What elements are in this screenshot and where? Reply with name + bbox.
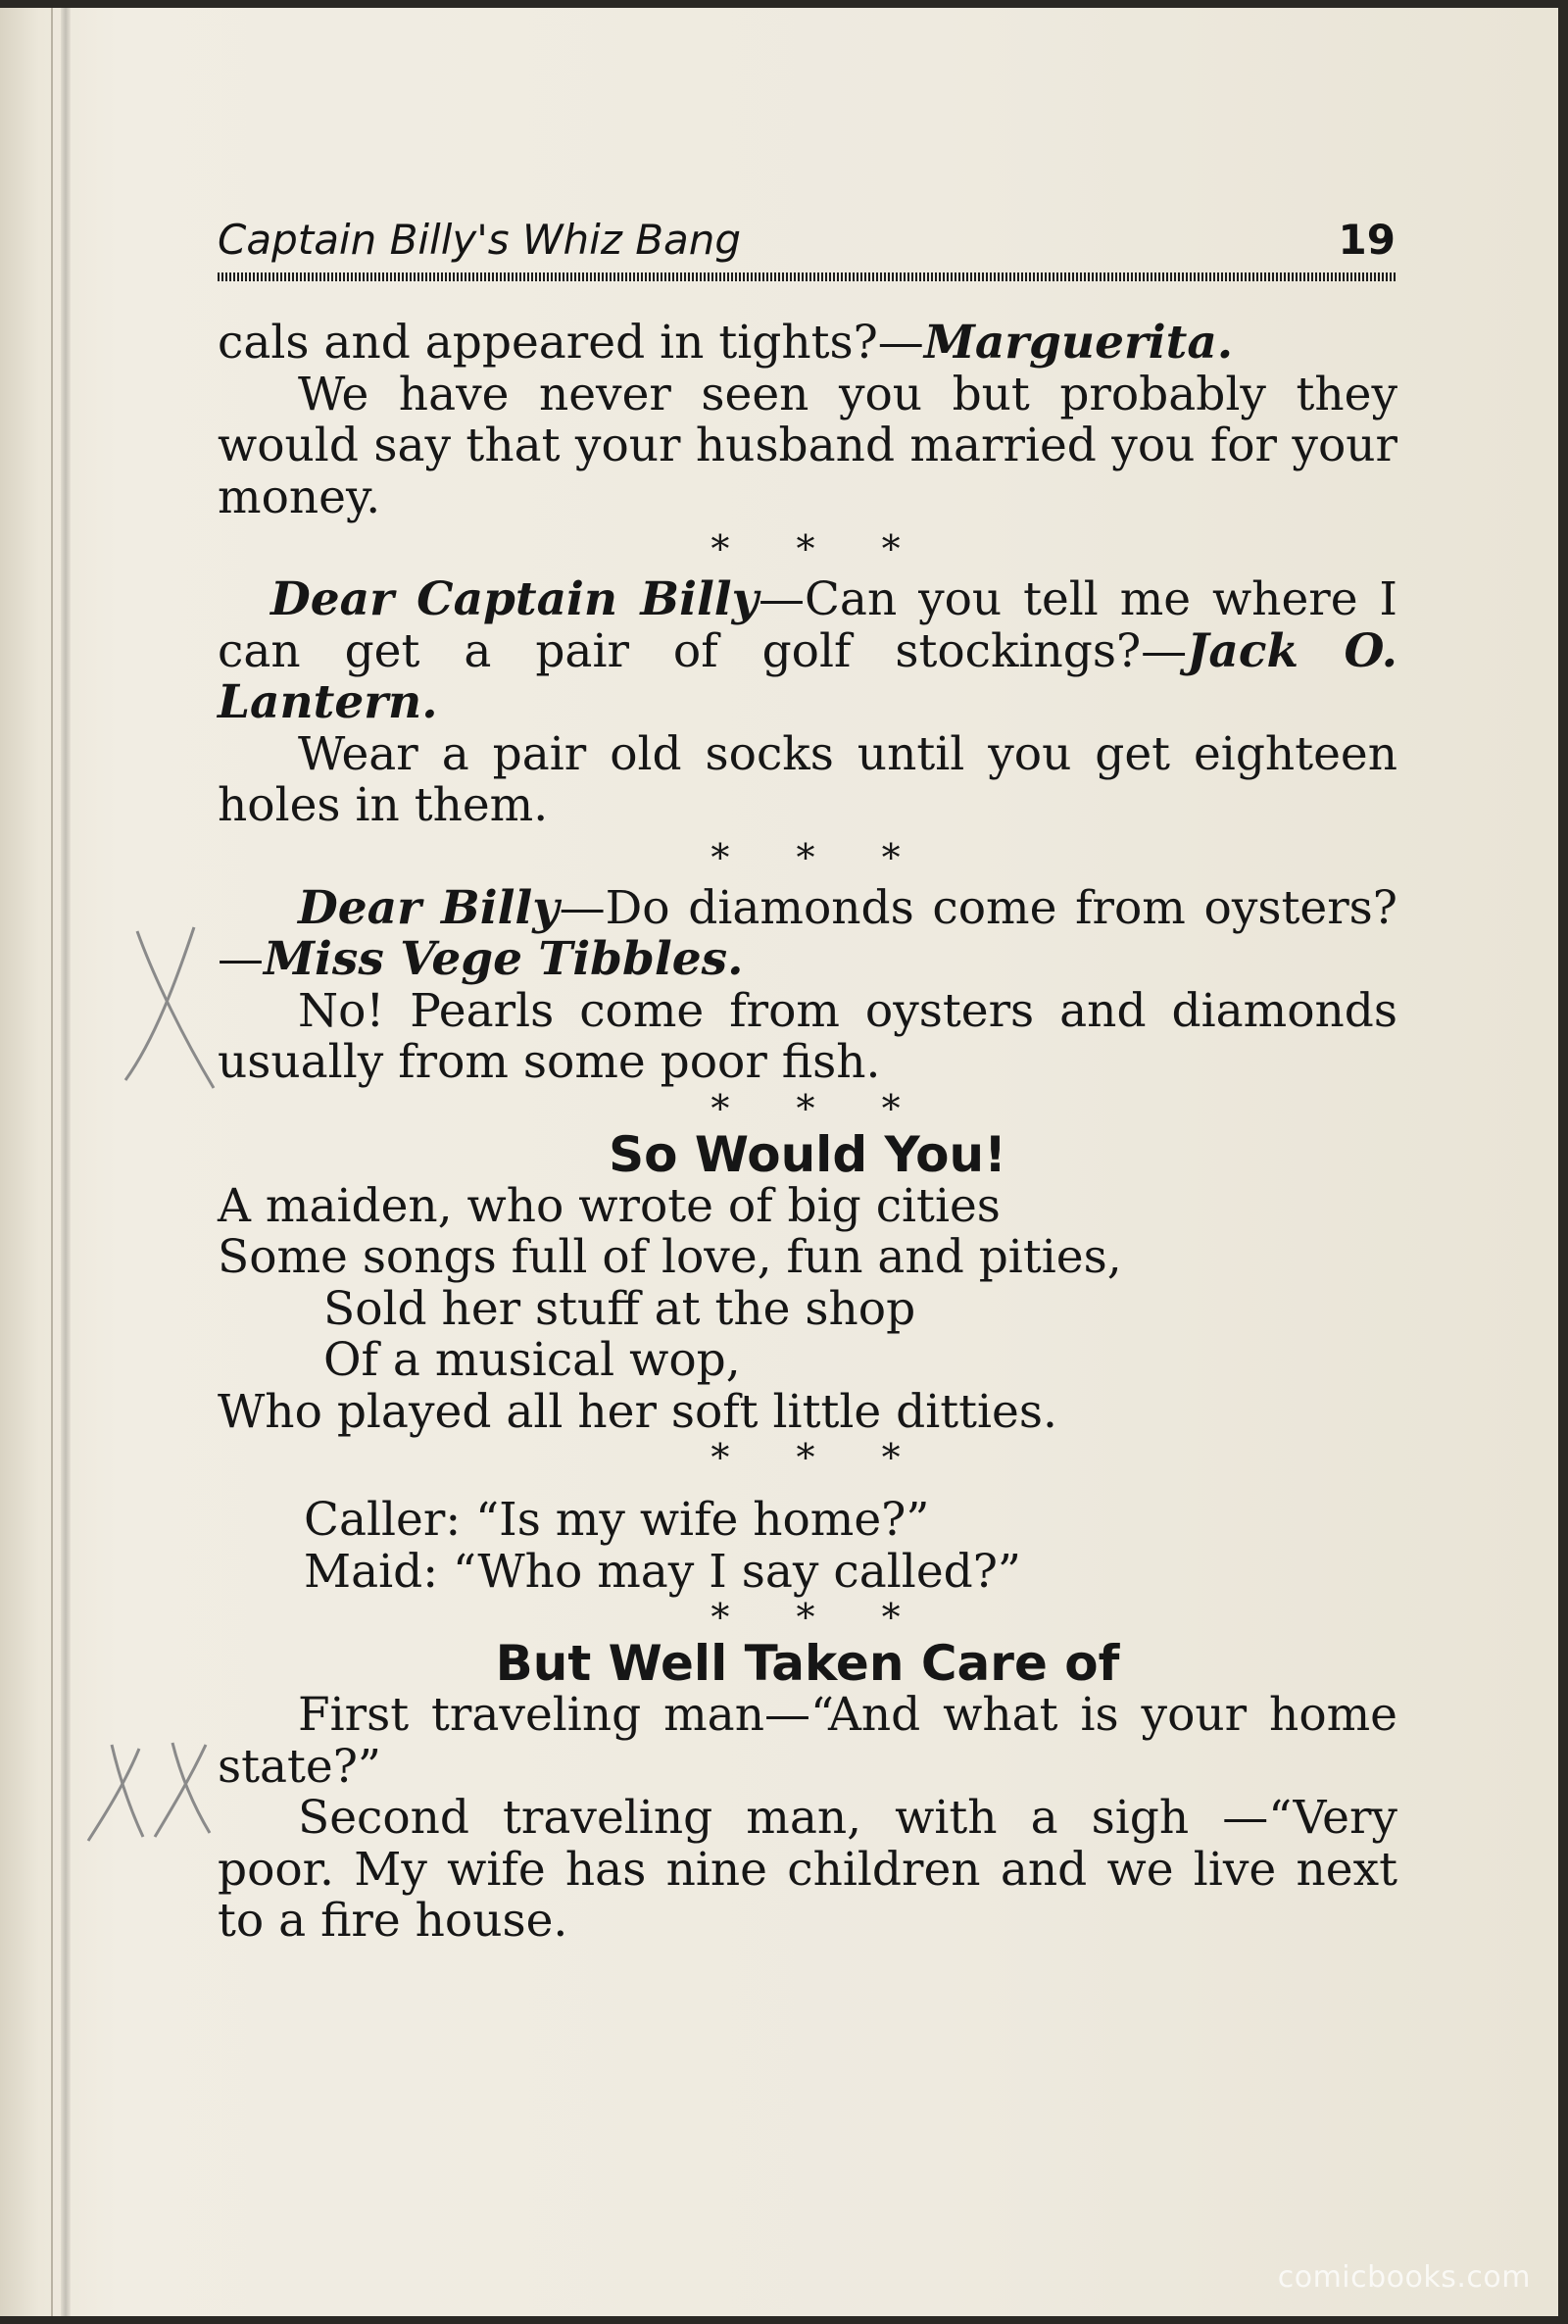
page-gutter-shadow [61, 8, 71, 2316]
magazine-title: Captain Billy's Whiz Bang [218, 216, 742, 264]
story-paragraph: Second traveling man, with a sigh —“Very poor. My wife has nine children and we live next to a fire house. [218, 1791, 1397, 1948]
header-rule [218, 272, 1396, 281]
poem-line: Some songs full of love, fun and pities, [218, 1230, 1122, 1284]
page-gutter-line [51, 8, 53, 2316]
section-divider: * * * [710, 527, 928, 570]
letter-paragraph: Dear Billy—Do diamonds come from oysters?—Miss Vege Tibbles. [218, 880, 1397, 986]
poem-line: Of a musical wop, [323, 1333, 741, 1387]
letter-salutation: Dear Captain Billy [270, 572, 759, 626]
story-paragraph: First traveling man—“And what is your home state?” [218, 1688, 1397, 1794]
answer-paragraph: No! Pearls come from oysters and diamonds usually from some poor fish. [218, 983, 1397, 1089]
dialog-line: Maid: “Who may I say called?” [304, 1544, 1021, 1599]
watermark: comicbooks.com [1277, 2260, 1531, 2295]
letter-salutation: Dear Billy [298, 880, 560, 935]
letter-signer: Miss Vege Tibbles. [264, 932, 744, 986]
section-divider: * * * [710, 835, 928, 879]
answer-paragraph: cals and appeared in tights?—Marguerita. [218, 316, 1234, 370]
poem-line: A maiden, who wrote of big cities [218, 1178, 1001, 1233]
answer-paragraph: Wear a pair old socks until you get eighteen holes in them. [218, 726, 1397, 832]
answer-paragraph: We have never seen you but probably they would say that your husband married you for your money. [218, 367, 1397, 524]
section-divider: * * * [710, 1436, 928, 1479]
book-page [0, 8, 1558, 2316]
dialog-line: Caller: “Is my wife home?” [304, 1493, 930, 1547]
poem-line: Who played all her soft little ditties. [218, 1384, 1057, 1439]
story-title: But Well Taken Care of [495, 1635, 1120, 1692]
running-header [218, 216, 1396, 274]
letter-signer: Marguerita. [923, 316, 1234, 370]
pencil-double-x-mark-icon [82, 1739, 220, 1847]
pencil-x-mark-icon [116, 921, 223, 1098]
page-number: 19 [1338, 216, 1396, 264]
poem-line: Sold her stuff at the shop [323, 1281, 916, 1336]
page-body [218, 318, 1397, 1948]
poem-title: So Would You! [609, 1125, 1006, 1183]
section-divider: * * * [710, 1086, 928, 1130]
letter-signer: Jack O. Lantern. [218, 623, 1397, 729]
letter-paragraph: Dear Captain Billy—Can you tell me where I can get a pair of golf stockings?—Jack O. Lantern. [218, 572, 1397, 729]
section-divider: * * * [710, 1596, 928, 1639]
